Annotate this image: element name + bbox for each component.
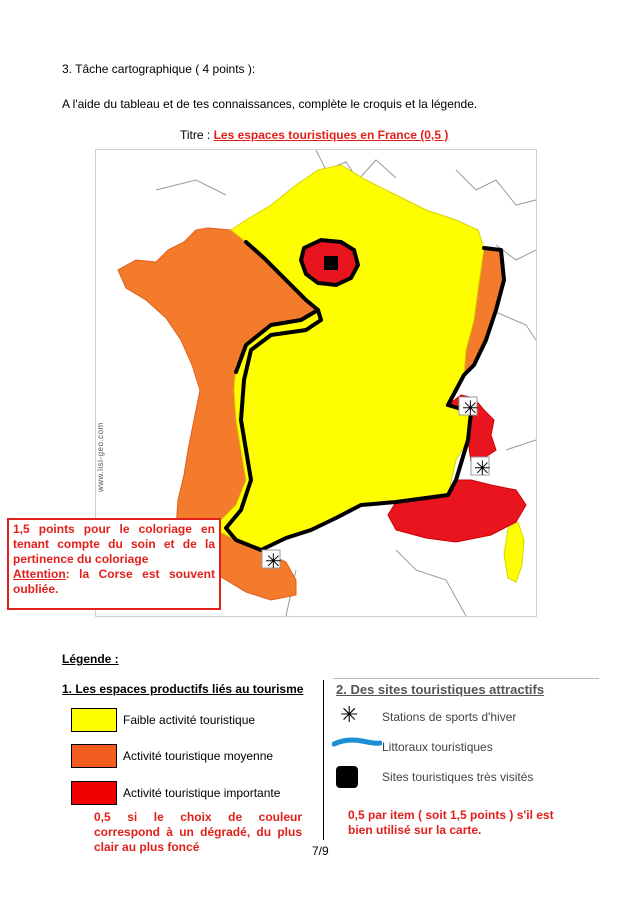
legend-item-faible: Faible activité touristique [123,713,256,727]
legend-section1-title: 1. Les espaces productifs liés au tourisme [62,682,304,696]
legend-section2-title: 2. Des sites touristiques attractifs [336,682,545,697]
corsica-yellow-region [504,522,524,582]
interior-yellow-region [216,165,484,550]
section2-note: 0,5 par item ( soit 1,5 points ) s'il est bien utilisé sur la carte. [348,808,554,837]
legend-heading: Légende : [62,652,119,666]
coloring-note-text: 1,5 points pour le coloriage en tenant compte du soin et de la pertinence du coloriage [13,522,215,566]
legend-item-littoraux: Littoraux touristiques [382,740,493,754]
question-title: 3. Tâche cartographique ( 4 points ): [62,62,256,76]
map-title-text: Les espaces touristiques en France (0,5 ) [213,128,449,142]
section1-note: 0,5 si le choix de couleur correspond à un dégradé, du plus clair au plus foncé [94,810,302,854]
legend-divider [323,680,324,840]
asterisk-icon: ✳ [462,396,479,420]
blue-line-icon [332,734,382,752]
attention-text: : la Corse est souvent oubliée. [13,567,215,596]
paris-black-square-icon [324,256,338,270]
section2-top-line [333,678,599,679]
map-watermark: www.lisi-geo.com [96,422,105,492]
legend-item-moyenne: Activité touristique moyenne [123,749,274,763]
swatch-faible [71,708,117,732]
swatch-moyenne [71,744,117,768]
map-title [180,128,448,142]
black-square-icon [336,766,358,788]
asterisk-icon: ✳ [474,456,491,480]
legend-item-sites: Sites touristiques très visités [382,770,534,784]
coloring-note-box [7,518,221,610]
legend-item-ski: Stations de sports d'hiver [382,710,517,724]
asterisk-icon: ✳ [340,702,359,727]
page-number: 7/9 [312,844,329,858]
attention-label: Attention [13,567,66,581]
legend-item-importante: Activité touristique importante [123,786,281,800]
swatch-importante [71,781,117,805]
map-title-prefix: Titre : [180,128,214,142]
question-instruction: A l'aide du tableau et de tes connaissances, complète le croquis et la légende. [62,97,478,111]
asterisk-icon: ✳ [265,549,282,573]
